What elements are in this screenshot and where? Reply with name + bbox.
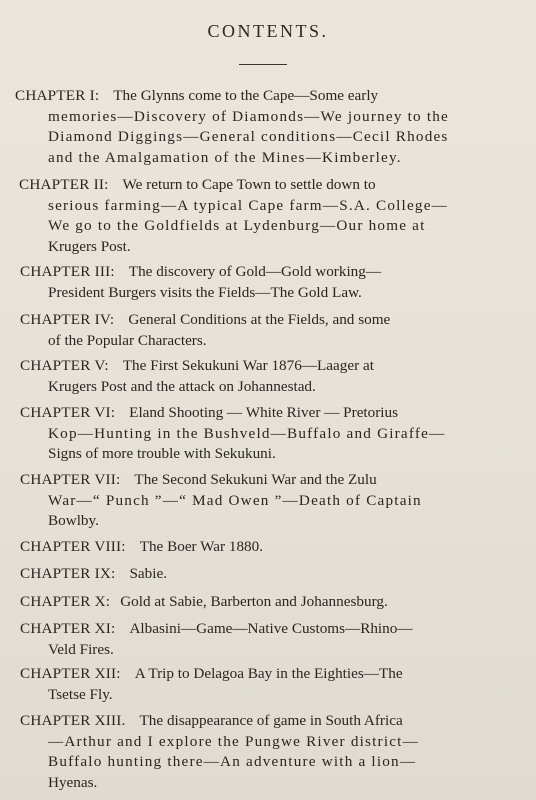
chapter-continuation-line	[0, 127, 536, 148]
chapter-description: Buffalo hunting there—An adventure with a lion—	[48, 753, 417, 770]
chapter-entry	[0, 664, 536, 705]
chapter-description: Veld Fires.	[48, 640, 114, 658]
chapter-label: CHAPTER IX:	[20, 565, 116, 582]
chapter-description: We return to Cape Town to settle down to	[122, 176, 376, 193]
chapter-first-line	[0, 564, 536, 585]
chapter-label: CHAPTER II:	[19, 176, 109, 193]
chapter-continuation-line	[0, 237, 536, 258]
chapter-description: Hyenas.	[48, 773, 98, 791]
chapter-label: CHAPTER VIII:	[20, 538, 126, 555]
chapter-entry	[0, 711, 536, 793]
chapter-description: Albasini—Game—Native Customs—Rhino—	[129, 620, 413, 637]
chapter-description: Sabie.	[129, 565, 167, 582]
chapter-entry	[0, 619, 536, 660]
chapter-first-line	[0, 537, 536, 558]
chapter-first-line	[0, 356, 536, 377]
chapter-description: Gold at Sabie, Barberton and Johannesburg.	[120, 593, 388, 610]
chapter-continuation-line	[0, 377, 536, 398]
chapter-entry	[0, 592, 536, 613]
chapter-description: War—“ Punch ”—“ Mad Owen ”—Death of Captain	[48, 491, 422, 509]
chapter-description: Signs of more trouble with Sekukuni.	[48, 445, 276, 462]
chapter-label: CHAPTER XI:	[20, 620, 116, 637]
chapter-continuation-line	[0, 107, 536, 128]
chapter-continuation-line	[0, 283, 536, 304]
chapter-continuation-line	[0, 444, 536, 465]
chapter-continuation-line	[0, 491, 536, 512]
chapter-entry	[0, 310, 536, 351]
chapter-first-line	[0, 310, 536, 331]
chapter-first-line	[0, 470, 536, 491]
chapter-entry	[0, 470, 536, 532]
chapter-first-line	[0, 711, 536, 732]
chapter-entry	[0, 403, 536, 465]
chapter-description: Tsetse Fly.	[48, 685, 113, 703]
chapter-description: The discovery of Gold—Gold working—	[128, 263, 382, 280]
chapter-continuation-line	[0, 685, 536, 706]
chapter-label: CHAPTER VII:	[20, 471, 121, 488]
chapter-description: The Second Sekukuni War and the Zulu	[134, 471, 377, 488]
chapter-entry	[0, 175, 536, 257]
chapter-description: —Arthur and I explore the Pungwe River district—	[48, 732, 419, 750]
chapter-first-line	[0, 664, 536, 685]
chapter-first-line	[0, 86, 536, 107]
chapter-first-line	[0, 403, 536, 424]
chapter-label: CHAPTER X:	[20, 593, 111, 610]
page-title: CONTENTS.	[207, 21, 329, 41]
chapter-continuation-line	[0, 424, 536, 445]
chapter-description: We go to the Goldfields at Lydenburg—Our home at	[48, 217, 426, 234]
chapter-description: A Trip to Delagoa Bay in the Eighties—The	[134, 665, 403, 682]
chapter-first-line	[0, 592, 536, 613]
title-rule	[239, 64, 287, 65]
chapter-description: and the Amalgamation of the Mines—Kimberley.	[48, 148, 402, 166]
chapter-first-line	[0, 619, 536, 640]
chapter-description: Bowlby.	[48, 512, 99, 529]
chapter-label: CHAPTER III:	[20, 263, 115, 280]
chapter-description: serious farming—A typical Cape farm—S.A. College—	[48, 196, 449, 214]
chapter-description: memories—Discovery of Diamonds—We journey to the	[48, 107, 449, 125]
chapter-continuation-line	[0, 732, 536, 753]
chapter-entry	[0, 86, 536, 168]
chapter-continuation-line	[0, 773, 536, 794]
chapter-description: of the Popular Characters.	[48, 331, 207, 349]
chapter-continuation-line	[0, 511, 536, 532]
chapter-description: General Conditions at the Fields, and some	[128, 311, 391, 328]
chapter-description: Diamond Diggings—General conditions—Cecil Rhodes	[48, 128, 449, 145]
chapter-description: Kop—Hunting in the Bushveld—Buffalo and Giraffe—	[48, 424, 446, 442]
chapter-label: CHAPTER XII:	[20, 665, 121, 682]
chapter-label: CHAPTER V:	[20, 357, 109, 374]
chapter-first-line	[0, 175, 536, 196]
chapter-description: The First Sekukuni War 1876—Laager at	[122, 357, 374, 374]
chapter-first-line	[0, 262, 536, 283]
chapter-continuation-line	[0, 640, 536, 661]
chapter-description: The Boer War 1880.	[139, 538, 264, 555]
chapter-entry	[0, 356, 536, 397]
chapter-entry	[0, 262, 536, 303]
chapter-entry	[0, 564, 536, 585]
chapter-continuation-line	[0, 196, 536, 217]
chapter-description: Eland Shooting — White River — Pretorius	[129, 404, 399, 421]
chapter-continuation-line	[0, 216, 536, 237]
chapter-description: President Burgers visits the Fields—The Gold Law.	[48, 283, 362, 301]
chapter-label: CHAPTER I:	[15, 87, 100, 104]
chapter-label: CHAPTER XIII.	[20, 712, 126, 729]
chapter-description: Krugers Post.	[48, 237, 131, 255]
chapter-description: The Glynns come to the Cape—Some early	[113, 87, 379, 104]
chapter-label: CHAPTER IV:	[20, 311, 115, 328]
chapter-description: Krugers Post and the attack on Johannestad.	[48, 377, 316, 395]
chapter-continuation-line	[0, 148, 536, 169]
chapter-continuation-line	[0, 331, 536, 352]
chapter-entry	[0, 537, 536, 558]
chapter-continuation-line	[0, 752, 536, 773]
chapter-label: CHAPTER VI:	[20, 404, 116, 421]
chapter-description: The disappearance of game in South Africa	[139, 712, 403, 729]
